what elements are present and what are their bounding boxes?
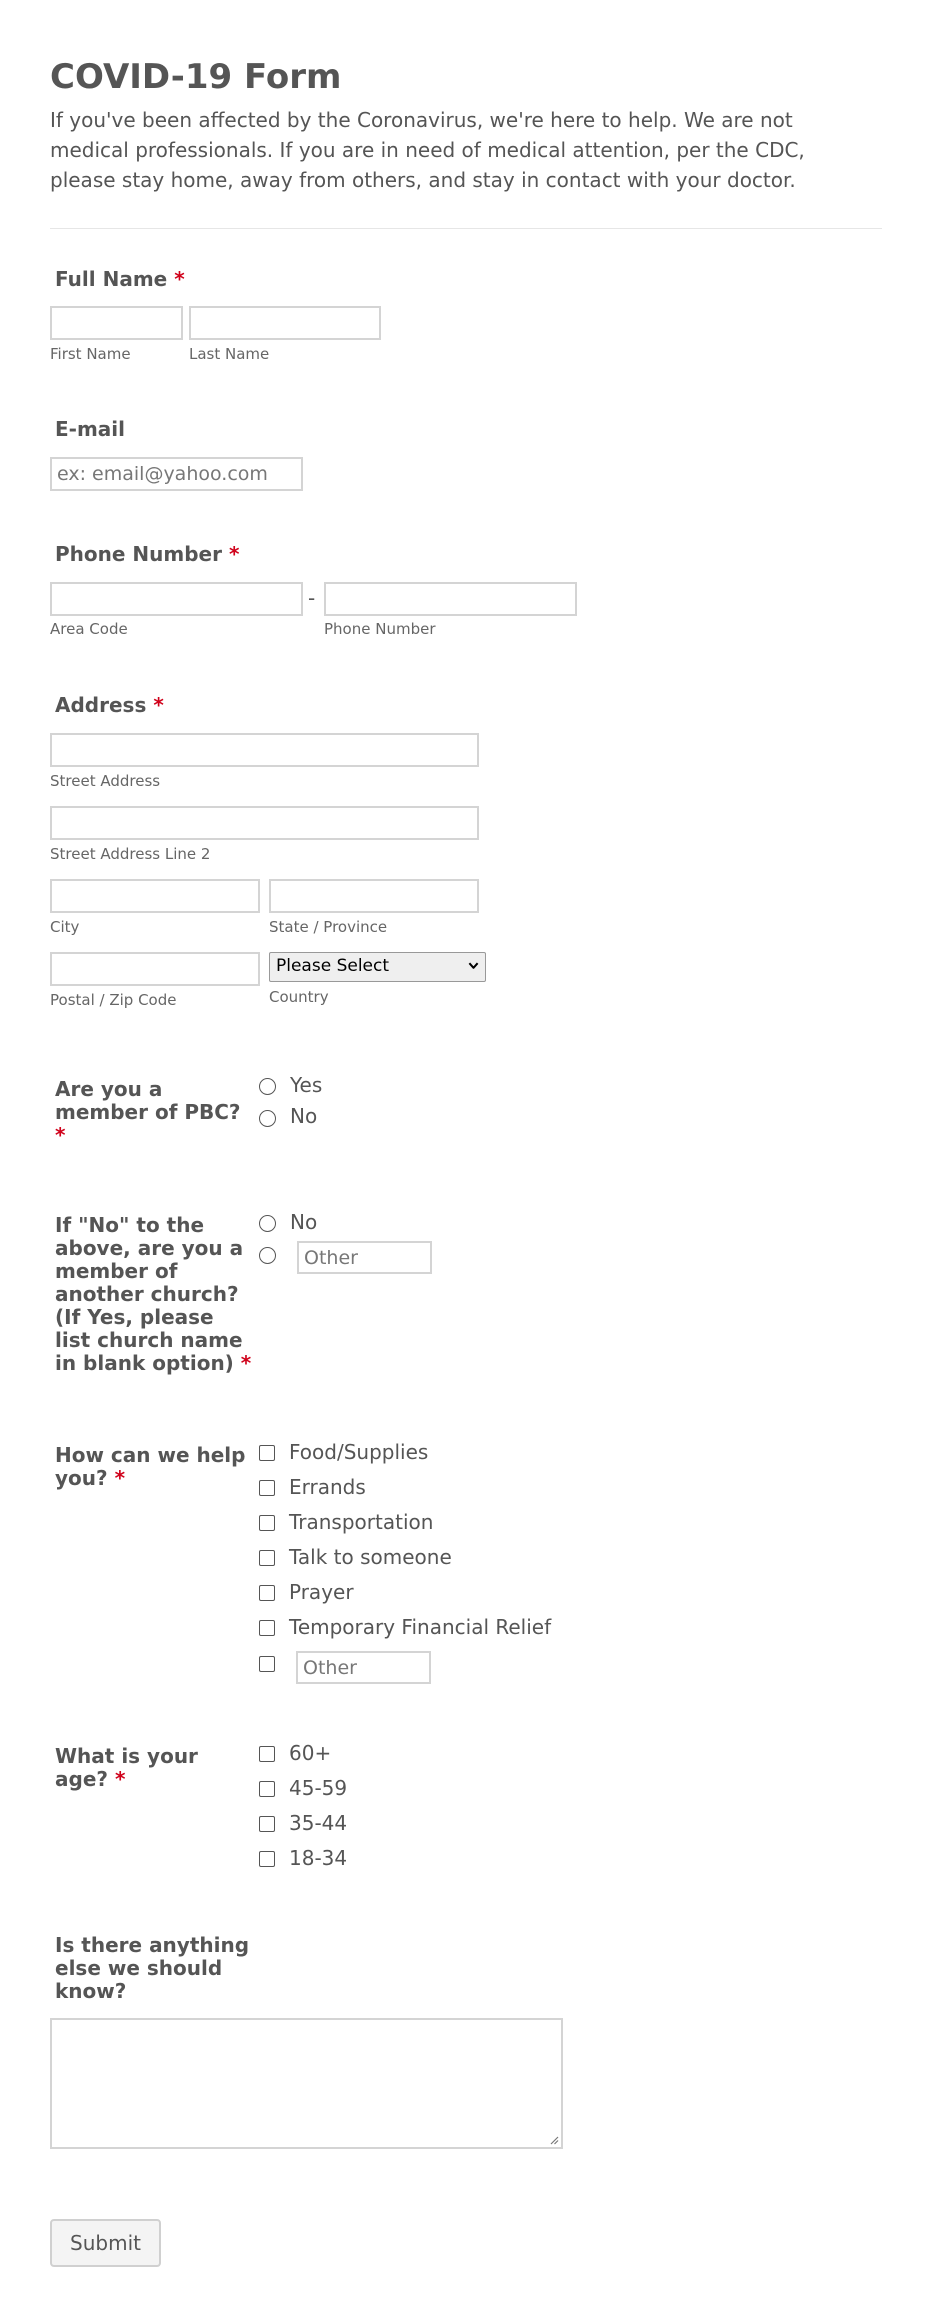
help-talk-checkbox[interactable] bbox=[259, 1550, 275, 1566]
member-pbc-no-radio[interactable] bbox=[259, 1110, 276, 1127]
submit-button[interactable]: Submit bbox=[50, 2219, 161, 2267]
country-select[interactable] bbox=[269, 952, 486, 982]
age-45-59-label[interactable]: 45-59 bbox=[289, 1776, 348, 1800]
city-sublabel: City bbox=[50, 918, 80, 936]
postal-code-input[interactable] bbox=[50, 952, 260, 986]
last-name-input[interactable] bbox=[189, 306, 381, 340]
help-label bbox=[55, 1444, 255, 1490]
full-name-label-text: Full Name bbox=[55, 267, 168, 291]
help-prayer-label[interactable]: Prayer bbox=[289, 1580, 354, 1604]
member-pbc-label bbox=[55, 1078, 255, 1147]
area-code-sublabel: Area Code bbox=[50, 620, 128, 638]
help-errands-label[interactable]: Errands bbox=[289, 1475, 366, 1499]
other-church-other-radio[interactable] bbox=[259, 1247, 276, 1264]
age-18-34-label[interactable]: 18-34 bbox=[289, 1846, 348, 1870]
anything-else-label bbox=[55, 1934, 255, 2003]
anything-else-label-text: Is there anything else we should know? bbox=[55, 1933, 250, 2003]
anything-else-textarea[interactable] bbox=[50, 2018, 563, 2149]
help-transportation-checkbox[interactable] bbox=[259, 1515, 275, 1531]
age-35-44-label[interactable]: 35-44 bbox=[289, 1811, 348, 1835]
help-transportation-label[interactable]: Transportation bbox=[289, 1510, 434, 1534]
help-food-label[interactable]: Food/Supplies bbox=[289, 1440, 429, 1464]
age-label bbox=[55, 1745, 255, 1791]
phone-label-text: Phone Number bbox=[55, 542, 222, 566]
age-60-label[interactable]: 60+ bbox=[289, 1741, 332, 1765]
address-label-text: Address bbox=[55, 693, 147, 717]
first-name-input[interactable] bbox=[50, 306, 183, 340]
phone-label bbox=[55, 543, 239, 566]
other-church-no-radio[interactable] bbox=[259, 1215, 276, 1232]
required-marker: * bbox=[153, 693, 164, 717]
help-food-checkbox[interactable] bbox=[259, 1445, 275, 1461]
full-name-label bbox=[55, 268, 185, 291]
state-province-input[interactable] bbox=[269, 879, 479, 913]
other-church-other-input[interactable] bbox=[297, 1241, 432, 1274]
state-province-sublabel: State / Province bbox=[269, 918, 388, 936]
member-pbc-no-label[interactable]: No bbox=[290, 1104, 318, 1128]
last-name-sublabel: Last Name bbox=[189, 345, 270, 363]
age-45-59-checkbox[interactable] bbox=[259, 1781, 275, 1797]
required-marker: * bbox=[55, 1123, 66, 1147]
form-title: COVID-19 Form bbox=[50, 57, 342, 97]
postal-code-sublabel: Postal / Zip Code bbox=[50, 991, 177, 1009]
help-talk-label[interactable]: Talk to someone bbox=[289, 1545, 452, 1569]
required-marker: * bbox=[240, 1351, 252, 1375]
member-pbc-yes-radio[interactable] bbox=[259, 1078, 276, 1095]
help-errands-checkbox[interactable] bbox=[259, 1480, 275, 1496]
other-church-label bbox=[55, 1214, 255, 1375]
help-financial-checkbox[interactable] bbox=[259, 1620, 275, 1636]
area-code-input[interactable] bbox=[50, 582, 303, 616]
help-label-text: How can we help you? bbox=[55, 1443, 246, 1490]
address-label bbox=[55, 694, 164, 717]
chevron-down-icon bbox=[468, 960, 479, 971]
required-marker: * bbox=[228, 542, 240, 566]
required-marker: * bbox=[114, 1466, 126, 1490]
other-church-no-label[interactable]: No bbox=[290, 1210, 318, 1234]
country-sublabel: Country bbox=[269, 988, 329, 1006]
form-description: If you've been affected by the Coronavirus, we're here to help. We are not medical professionals. If you are in need of medical attention, per the CDC, please stay home, away from others, and stay in contact with your doctor. bbox=[50, 108, 805, 192]
required-marker: * bbox=[114, 1767, 126, 1791]
help-prayer-checkbox[interactable] bbox=[259, 1585, 275, 1601]
member-pbc-yes-label[interactable]: Yes bbox=[290, 1073, 323, 1097]
city-input[interactable] bbox=[50, 879, 260, 913]
phone-number-sublabel: Phone Number bbox=[324, 620, 436, 638]
required-marker: * bbox=[174, 267, 185, 291]
age-18-34-checkbox[interactable] bbox=[259, 1851, 275, 1867]
other-church-label-text: If "No" to the above, are you a member of another church? (If Yes, please list church name in blank option) bbox=[55, 1213, 244, 1375]
age-label-text: What is your age? bbox=[55, 1744, 198, 1791]
street-address-line2-input[interactable] bbox=[50, 806, 479, 840]
age-35-44-checkbox[interactable] bbox=[259, 1816, 275, 1832]
street-address-sublabel: Street Address bbox=[50, 772, 161, 790]
phone-separator: - bbox=[308, 586, 316, 610]
email-label bbox=[55, 418, 125, 441]
email-label-text: E-mail bbox=[55, 417, 126, 441]
member-pbc-label-text: Are you a member of PBC? bbox=[55, 1077, 241, 1124]
email-input[interactable] bbox=[50, 457, 303, 491]
help-other-input[interactable] bbox=[296, 1651, 431, 1684]
help-other-checkbox[interactable] bbox=[259, 1656, 275, 1672]
resize-handle-icon[interactable] bbox=[549, 2135, 559, 2145]
country-select-value: Please Select bbox=[276, 956, 390, 976]
header-divider bbox=[50, 228, 882, 229]
age-60-checkbox[interactable] bbox=[259, 1746, 275, 1762]
phone-number-input[interactable] bbox=[324, 582, 577, 616]
street-address-line2-sublabel: Street Address Line 2 bbox=[50, 845, 211, 863]
street-address-input[interactable] bbox=[50, 733, 479, 767]
help-financial-label[interactable]: Temporary Financial Relief bbox=[289, 1615, 552, 1639]
first-name-sublabel: First Name bbox=[50, 345, 131, 363]
